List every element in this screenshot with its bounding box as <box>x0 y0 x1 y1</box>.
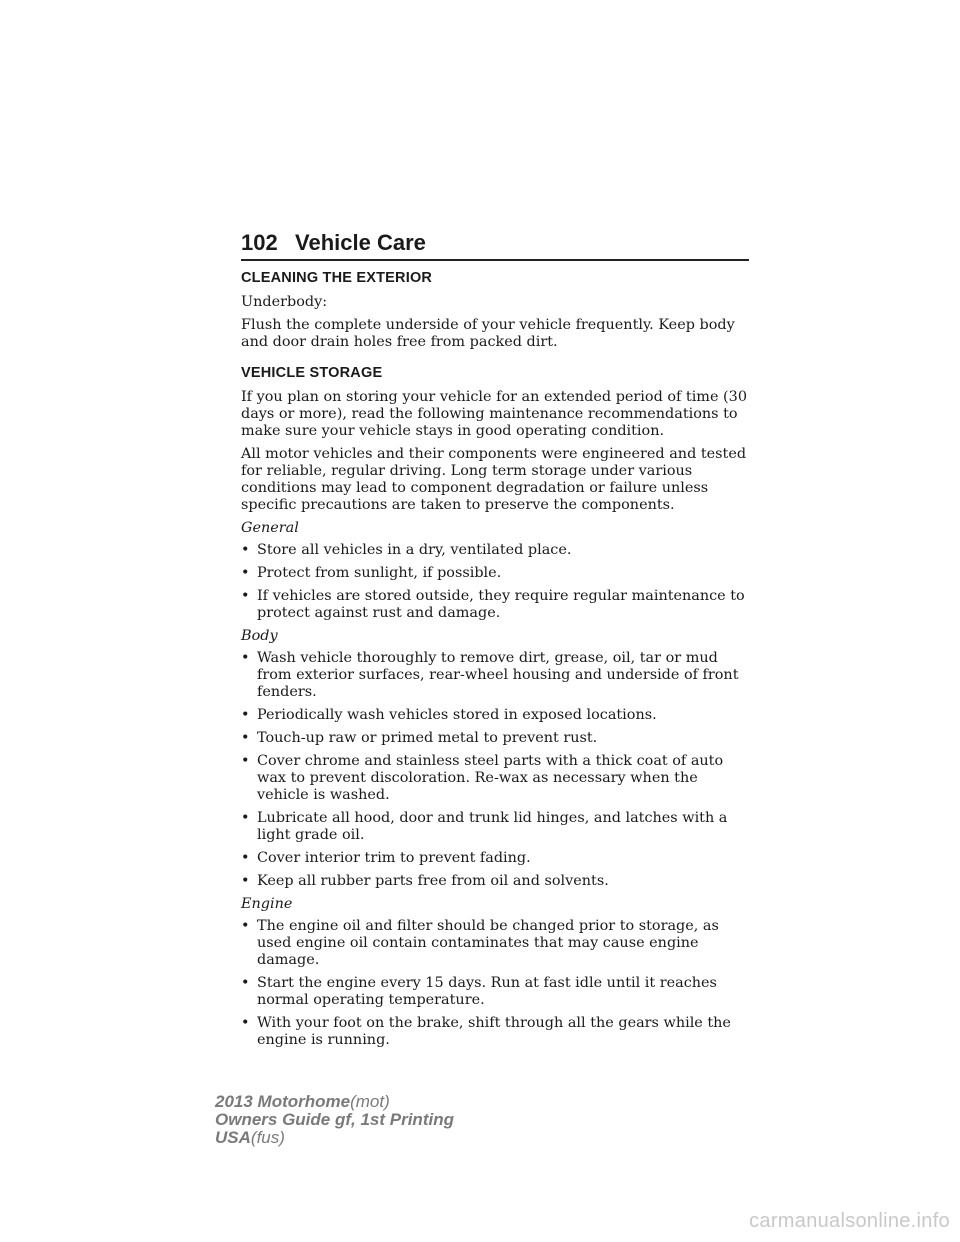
list-item: • Keep all rubber parts free from oil and solvents. <box>241 873 609 889</box>
footer-line-1: 2013 Motorhome(mot) <box>215 1092 390 1111</box>
cleaning-subtitle: Underbody: <box>241 294 328 310</box>
bullet-icon: • <box>241 565 250 581</box>
general-list <box>241 542 749 622</box>
page-number: 102 <box>241 230 278 255</box>
footer-line-3: USA(fus) <box>215 1128 285 1147</box>
print-footer <box>215 1093 454 1147</box>
page-content <box>241 270 749 1055</box>
list-item: • Start the engine every 15 days. Run at fast idle until it reaches normal operating temperature. <box>241 975 717 1008</box>
storage-intro: If you plan on storing your vehicle for an extended period of time (30 days or more), read the following maintenance recommendations to make sure your vehicle stays in good operating condition. <box>241 389 747 439</box>
footer-line-2: Owners Guide gf, 1st Printing <box>215 1110 454 1129</box>
engine-list <box>241 918 749 1049</box>
bullet-icon: • <box>241 588 250 604</box>
page-header <box>241 228 749 261</box>
list-item: • Cover chrome and stainless steel parts with a thick coat of auto wax to prevent discoloration. Re-wax as necessary when the vehicle is washed. <box>241 753 724 803</box>
site-watermark: carmanualsonline.info <box>749 1210 950 1232</box>
list-item: • With your foot on the brake, shift through all the gears while the engine is running. <box>241 1015 731 1048</box>
cleaning-heading: CLEANING THE EXTERIOR <box>241 270 433 286</box>
list-item: • Touch-up raw or primed metal to prevent rust. <box>241 730 598 746</box>
bullet-icon: • <box>241 707 250 723</box>
list-item: • Lubricate all hood, door and trunk lid hinges, and latches with a light grade oil. <box>241 810 728 843</box>
bullet-icon: • <box>241 810 250 826</box>
body-list <box>241 650 749 890</box>
list-item: • Protect from sunlight, if possible. <box>241 565 502 581</box>
general-subheading: General <box>241 520 299 536</box>
bullet-icon: • <box>241 650 250 666</box>
bullet-icon: • <box>241 975 250 991</box>
bullet-icon: • <box>241 753 250 769</box>
bullet-icon: • <box>241 542 250 558</box>
list-item: • Cover interior trim to prevent fading. <box>241 850 531 866</box>
bullet-icon: • <box>241 730 250 746</box>
bullet-icon: • <box>241 918 250 934</box>
storage-heading: VEHICLE STORAGE <box>241 365 383 381</box>
storage-intro-2: All motor vehicles and their components were engineered and tested for reliable, regular driving. Long term storage under various conditions may lead to component degradation or failure unless specific precautions are taken to preserve the components. <box>241 446 747 513</box>
list-item: • Periodically wash vehicles stored in exposed locations. <box>241 707 657 723</box>
list-item: • Store all vehicles in a dry, ventilated place. <box>241 542 572 558</box>
cleaning-text: Flush the complete underside of your vehicle frequently. Keep body and door drain holes free from packed dirt. <box>241 317 735 350</box>
section-title: Vehicle Care <box>295 230 426 255</box>
list-item: • Wash vehicle thoroughly to remove dirt, grease, oil, tar or mud from exterior surfaces, rear-wheel housing and underside of front fenders. <box>241 650 739 700</box>
list-item: • The engine oil and filter should be changed prior to storage, as used engine oil contain contaminates that may cause engine damage. <box>241 918 719 968</box>
bullet-icon: • <box>241 850 250 866</box>
bullet-icon: • <box>241 873 250 889</box>
list-item: • If vehicles are stored outside, they require regular maintenance to protect against rust and damage. <box>241 588 745 621</box>
bullet-icon: • <box>241 1015 250 1031</box>
engine-subheading: Engine <box>241 896 293 912</box>
body-subheading: Body <box>241 628 278 644</box>
